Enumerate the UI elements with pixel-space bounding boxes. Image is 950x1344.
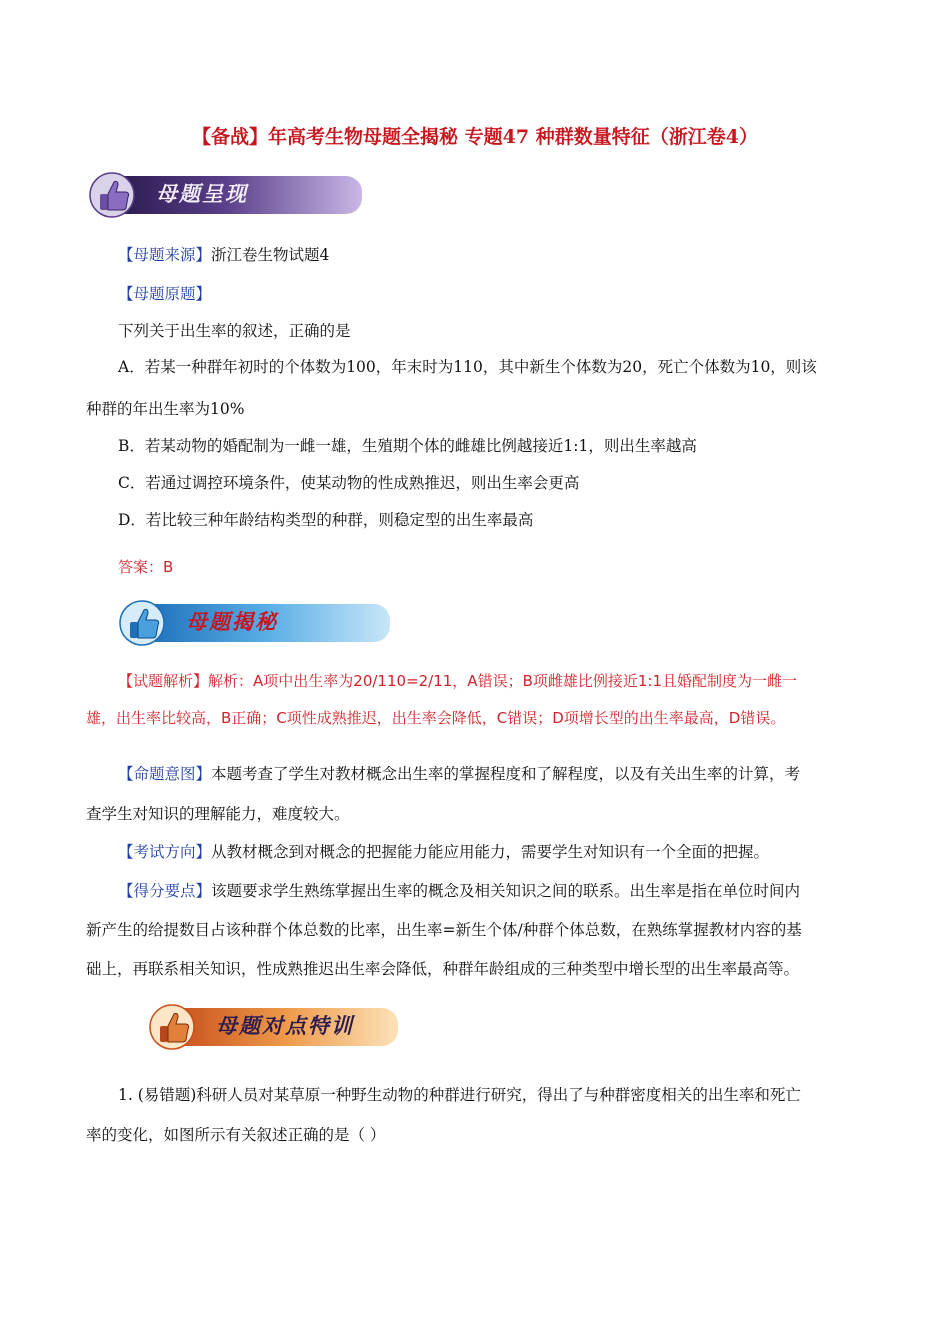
- analysis-text-1: 解析：A项中出生率为20/110=2/11，A错误；B项雌雄比例接近1:1且婚配制度为一雌一: [208, 672, 797, 690]
- analysis-line1: [118, 670, 797, 692]
- banner-label: 母题揭秘: [186, 610, 278, 634]
- option-b: B．若某动物的婚配制为一雌一雄，生殖期个体的雌雄比例越接近1:1，则出生率越高: [118, 437, 697, 455]
- direction-line: [118, 841, 769, 863]
- banner-label: 母题对点特训: [216, 1014, 354, 1038]
- option-c: C．若通过调控环境条件，使某动物的性成熟推迟，则出生率会更高: [118, 474, 580, 492]
- thumbs-up-icon: [116, 600, 168, 646]
- analysis-line2: 雄，出生率比较高，B正确；C项性成熟推迟，出生率会降低，C错误；D项增长型的出生率最高，D错误。: [86, 709, 786, 727]
- intent-line1: [118, 763, 800, 785]
- original-tag: 【母题原题】: [118, 285, 212, 303]
- source-tag: 【母题来源】: [118, 246, 212, 264]
- option-d: D．若比较三种年龄结构类型的种群，则稳定型的出生率最高: [118, 511, 534, 529]
- intent-line2: 查学生对知识的理解能力，难度较大。: [86, 805, 350, 823]
- analysis-tag: 【试题解析】: [118, 672, 209, 690]
- banner-presentation: [86, 172, 362, 218]
- option-a-line2: 种群的年出生率为10%: [86, 400, 245, 418]
- keypoints-line3: 础上，再联系相关知识，性成熟推迟出生率会降低，种群年龄组成的三种类型中增长型的出生率最高等。: [86, 960, 800, 978]
- direction-text: 从教材概念到对概念的把握能力能应用能力，需要学生对知识有一个全面的把握。: [211, 843, 770, 861]
- keypoints-line1: [118, 880, 800, 902]
- banner-training: [146, 1004, 398, 1050]
- keypoints-tag: 【得分要点】: [118, 882, 212, 900]
- exercise-line1: 1. (易错题)科研人员对某草原一种野生动物的种群进行研究，得出了与种群密度相关的出生率和死亡: [118, 1086, 801, 1104]
- answer-text: 答案：B: [118, 558, 174, 576]
- document-title: 【备战】年高考生物母题全揭秘 专题47 种群数量特征（浙江卷4）: [192, 126, 758, 148]
- intent-tag: 【命题意图】: [118, 765, 212, 783]
- intent-text-1: 本题考查了学生对教材概念出生率的掌握程度和了解程度，以及有关出生率的计算，考: [211, 765, 801, 783]
- exercise-line2: 率的变化，如图所示有关叙述正确的是（ ）: [86, 1126, 386, 1144]
- source-text: 浙江卷生物试题4: [211, 246, 330, 264]
- source-line: [118, 244, 329, 266]
- banner-revealed: [116, 600, 390, 646]
- thumbs-up-icon: [86, 172, 138, 218]
- option-a-line1: A．若某一种群年初时的个体数为100，年末时为110，其中新生个体数为20，死亡个体数为10，则该: [118, 358, 817, 376]
- keypoints-line2: 新产生的给提数目占该种群个体总数的比率，出生率=新生个体/种群个体总数，在熟练掌握教材内容的基: [86, 921, 802, 939]
- thumbs-up-icon: [146, 1004, 198, 1050]
- banner-label: 母题呈现: [156, 182, 248, 206]
- question-stem: 下列关于出生率的叙述，正确的是: [118, 322, 351, 340]
- keypoints-text-1: 该题要求学生熟练掌握出生率的概念及相关知识之间的联系。出生率是指在单位时间内: [211, 882, 801, 900]
- direction-tag: 【考试方向】: [118, 843, 212, 861]
